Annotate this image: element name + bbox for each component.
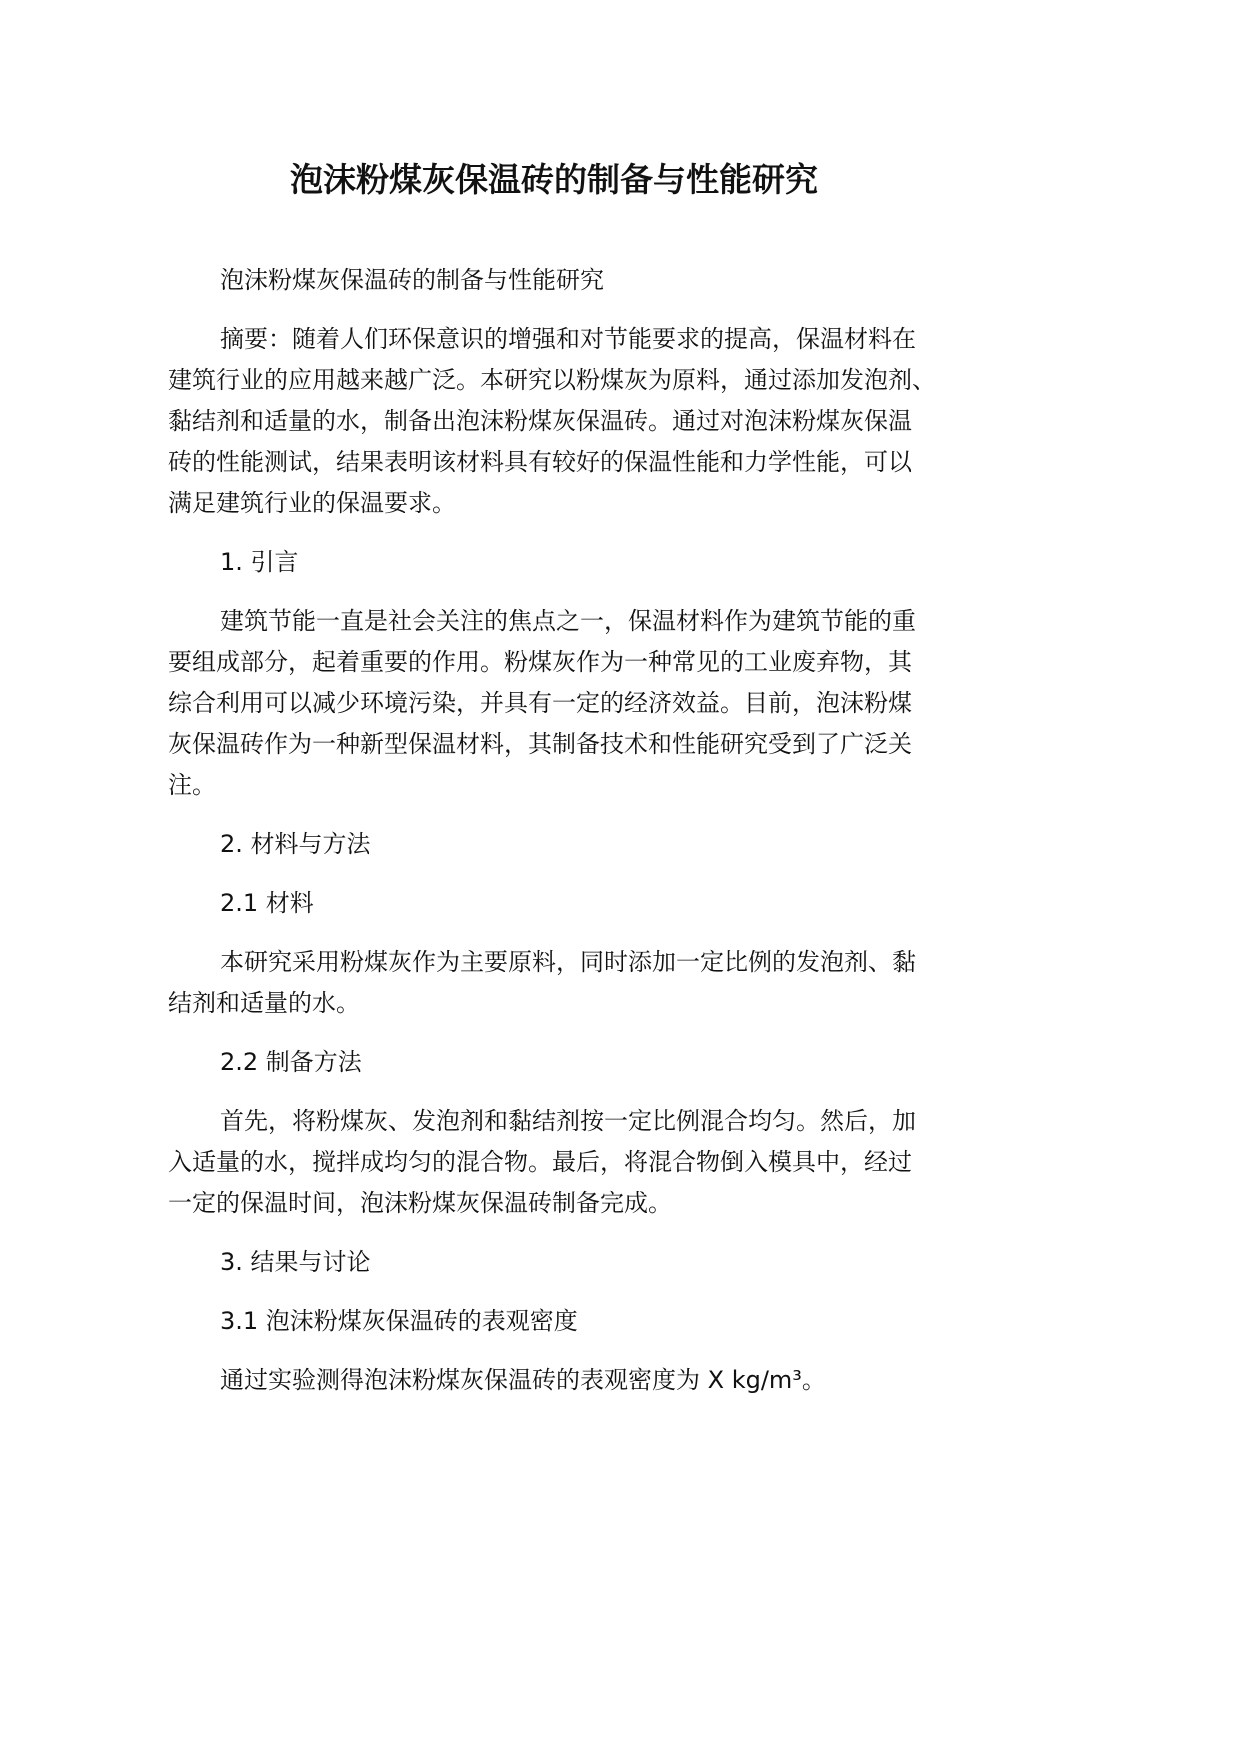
- text-line: 2. 材料与方法: [220, 830, 371, 858]
- text-line: 综合利用可以减少环境污染，并具有一定的经济效益。目前，泡沫粉煤: [168, 689, 912, 717]
- text-line: 摘要：随着人们环保意识的增强和对节能要求的提高，保温材料在: [220, 325, 916, 353]
- text-line: 1. 引言: [220, 548, 299, 576]
- abstract-paragraph: [168, 319, 968, 524]
- text-line: 灰保温砖作为一种新型保温材料，其制备技术和性能研究受到了广泛关: [168, 730, 912, 758]
- text-line: 2.2 制备方法: [220, 1048, 362, 1076]
- text-line: 砖的性能测试，结果表明该材料具有较好的保温性能和力学性能，可以: [168, 448, 912, 476]
- text-line: 入适量的水，搅拌成均匀的混合物。最后，将混合物倒入模具中，经过: [168, 1148, 912, 1176]
- text-line: 建筑节能一直是社会关注的焦点之一，保温材料作为建筑节能的重: [220, 607, 916, 635]
- text-line: 通过实验测得泡沫粉煤灰保温砖的表观密度为 X kg/m³。: [220, 1366, 826, 1394]
- text-line: 2.1 材料: [220, 889, 314, 917]
- subsection-heading-materials: [168, 883, 968, 924]
- text-line: 黏结剂和适量的水，制备出泡沫粉煤灰保温砖。通过对泡沫粉煤灰保温: [168, 407, 912, 435]
- text-line: 本研究采用粉煤灰作为主要原料，同时添加一定比例的发泡剂、黏: [220, 948, 916, 976]
- section-heading-results: [168, 1242, 968, 1283]
- preparation-paragraph: [168, 1101, 968, 1224]
- text-line: 3. 结果与讨论: [220, 1248, 371, 1276]
- subsection-heading-density: [168, 1301, 968, 1342]
- text-line: 3.1 泡沫粉煤灰保温砖的表观密度: [220, 1307, 578, 1335]
- density-paragraph: [168, 1360, 968, 1401]
- document-title: 泡沫粉煤灰保温砖的制备与性能研究: [290, 160, 818, 199]
- text-line: 泡沫粉煤灰保温砖的制备与性能研究: [220, 266, 604, 294]
- section-heading-materials-methods: [168, 824, 968, 865]
- materials-paragraph: [168, 942, 968, 1024]
- text-line: 首先，将粉煤灰、发泡剂和黏结剂按一定比例混合均匀。然后，加: [220, 1107, 916, 1135]
- text-line: 建筑行业的应用越来越广泛。本研究以粉煤灰为原料，通过添加发泡剂、: [168, 366, 936, 394]
- text-line: 结剂和适量的水。: [168, 989, 360, 1017]
- text-line: 注。: [168, 771, 216, 799]
- introduction-paragraph: [168, 601, 968, 806]
- text-line: 一定的保温时间，泡沫粉煤灰保温砖制备完成。: [168, 1189, 672, 1217]
- section-heading-introduction: [168, 542, 968, 583]
- subsection-heading-preparation: [168, 1042, 968, 1083]
- document-body: [168, 260, 968, 1419]
- subtitle-paragraph: [168, 260, 968, 301]
- text-line: 满足建筑行业的保温要求。: [168, 489, 456, 517]
- text-line: 要组成部分，起着重要的作用。粉煤灰作为一种常见的工业废弃物，其: [168, 648, 912, 676]
